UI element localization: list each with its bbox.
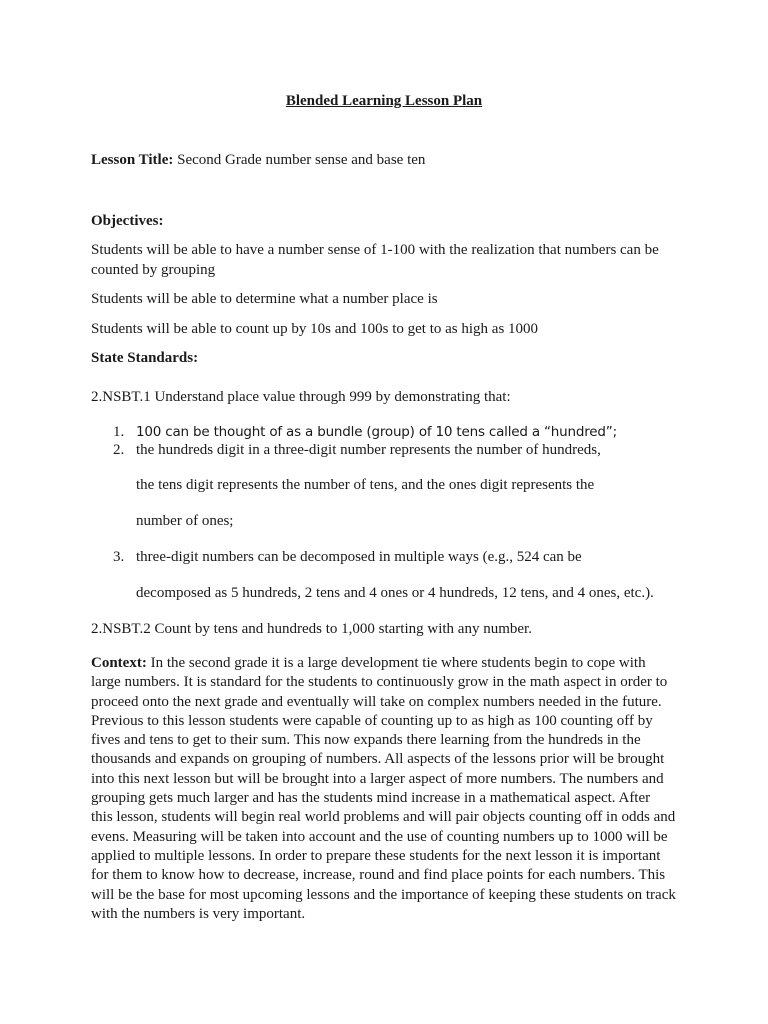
context-line: fives and tens to get to their sum. This now expands there learning from the hundreds in the xyxy=(91,732,641,749)
context-line: will be the base for most upcoming lessons and the importance of keeping these students on track xyxy=(91,886,676,903)
context-line: large numbers. It is standard for the students to continuously grow in the math aspect in order to xyxy=(91,674,668,691)
context-text: In the second grade it is a large development tie where students begin to cope with xyxy=(146,655,646,671)
context-line xyxy=(91,654,681,673)
list-item-2-line-2: the tens digit represents the number of tens, and the ones digit represents the xyxy=(136,477,595,493)
standard-nsbt-1: 2.NSBT.1 Understand place value through 999 by demonstrating that: xyxy=(91,389,511,405)
lesson-title-value: Second Grade number sense and base ten xyxy=(177,152,426,168)
lesson-title-line xyxy=(91,152,425,169)
lesson-title-label: Lesson Title: xyxy=(91,152,174,168)
context-line: this lesson, students will begin real world problems and will pair objects counting off in odds and xyxy=(91,809,676,826)
context-line: proceed onto the next grade and eventually will take on complex numbers needed in the future. xyxy=(91,693,662,710)
context-line: Previous to this lesson students were capable of counting up to as high as 100 counting off by xyxy=(91,712,653,729)
list-item-2-line-1: the hundreds digit in a three-digit number represents the number of hundreds, xyxy=(136,442,601,458)
context-line: thousands and expands on grouping of numbers. All aspects of the lessons prior will be brought xyxy=(91,751,665,768)
context-paragraph xyxy=(91,654,681,924)
context-line: evens. Measuring will be taken into account and the use of counting numbers up to 1000 will be xyxy=(91,828,668,845)
document-title: Blended Learning Lesson Plan xyxy=(285,93,483,109)
list-number-3: 3. xyxy=(113,549,125,565)
objective-3: Students will be able to count up by 10s and 100s to get to as high as 1000 xyxy=(91,321,539,337)
list-item-3-line-2: decomposed as 5 hundreds, 2 tens and 4 ones or 4 hundreds, 12 tens, and 4 ones, etc.). xyxy=(136,585,654,601)
objective-2: Students will be able to determine what a number place is xyxy=(91,291,438,307)
objective-1-line-1: Students will be able to have a number sense of 1-100 with the realization that numbers can be xyxy=(91,242,659,258)
context-label: Context: xyxy=(91,655,147,671)
context-line: applied to multiple lessons. In order to prepare these students for the next lesson it is important xyxy=(91,847,661,864)
context-line: for them to know how to decrease, increase, round and find place points for each numbers. This xyxy=(91,867,666,884)
context-line: with the numbers is very important. xyxy=(91,905,306,922)
standard-nsbt-2: 2.NSBT.2 Count by tens and hundreds to 1,000 starting with any number. xyxy=(91,621,532,637)
list-item-2-line-3: number of ones; xyxy=(136,513,234,529)
list-number-1: 1. xyxy=(113,424,125,440)
context-line: grouping gets much larger and has the students mind increase in a mathematical aspect. After xyxy=(91,790,651,807)
context-line: into this next lesson but will be brought into a larger aspect of more numbers. The numbers and xyxy=(91,770,664,787)
state-standards-heading: State Standards: xyxy=(91,350,199,366)
objective-1-line-2: counted by grouping xyxy=(91,262,216,278)
list-item-1-line-1: 100 can be thought of as a bundle (group) of 10 tens called a “hundred”; xyxy=(136,424,617,440)
objectives-heading: Objectives: xyxy=(91,213,164,229)
list-number-2: 2. xyxy=(113,442,125,458)
list-item-3-line-1: three-digit numbers can be decomposed in multiple ways (e.g., 524 can be xyxy=(136,549,582,565)
